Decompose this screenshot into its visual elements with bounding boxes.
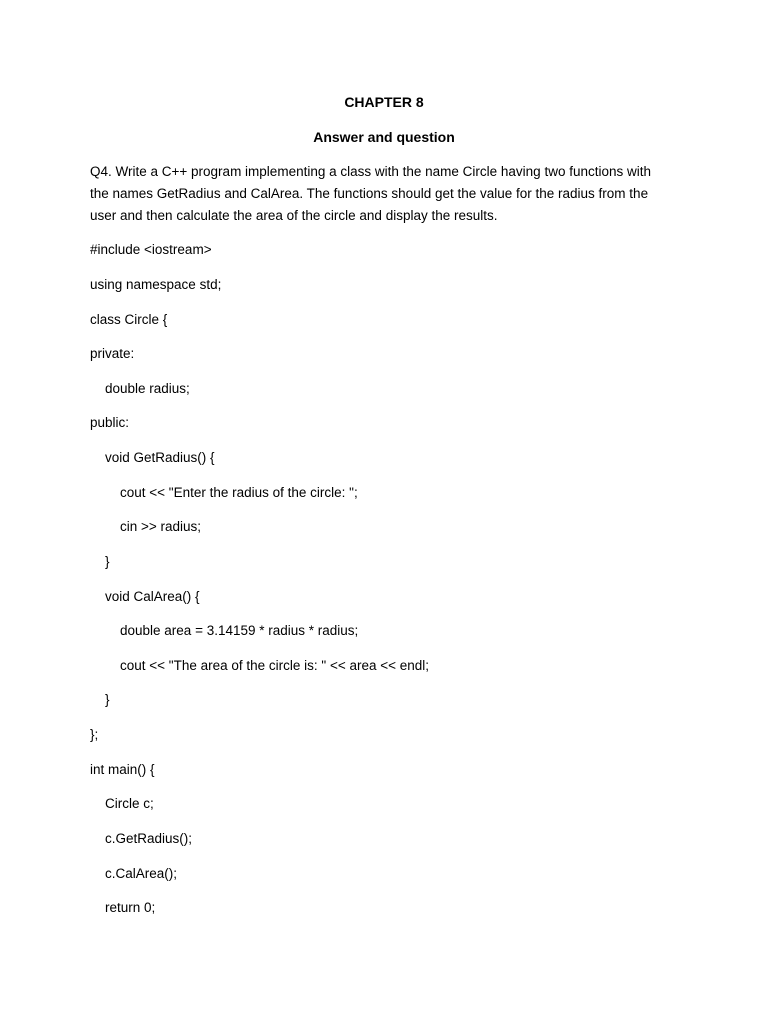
code-line: }; (90, 727, 99, 742)
code-line: #include <iostream> (90, 242, 212, 257)
question-text (90, 161, 690, 227)
code-line: c.GetRadius(); (90, 831, 193, 846)
code-line: class Circle { (90, 312, 168, 327)
code-line: double area = 3.14159 * radius * radius; (90, 623, 359, 638)
code-line: return 0; (90, 900, 156, 915)
code-line: cout << "Enter the radius of the circle: "; (90, 485, 358, 500)
code-line: int main() { (90, 762, 155, 777)
section-subtitle: Answer and question (313, 129, 455, 145)
code-line: void GetRadius() { (90, 450, 215, 465)
code-line: void CalArea() { (90, 589, 200, 604)
question-line: the names GetRadius and CalArea. The functions should get the value for the radius from the (90, 186, 649, 201)
code-line: } (90, 692, 110, 707)
code-line: cout << "The area of the circle is: " << area << endl; (90, 658, 430, 673)
code-line: public: (90, 415, 130, 430)
chapter-title: CHAPTER 8 (344, 94, 424, 110)
code-line: cin >> radius; (90, 519, 202, 534)
code-line: using namespace std; (90, 277, 222, 292)
code-line: Circle c; (90, 796, 154, 811)
code-line: double radius; (90, 381, 190, 396)
question-line: user and then calculate the area of the circle and display the results. (90, 208, 498, 223)
code-line: } (90, 554, 110, 569)
code-line: private: (90, 346, 135, 361)
question-line: Q4. Write a C++ program implementing a class with the name Circle having two functions with (90, 164, 651, 179)
code-line: c.CalArea(); (90, 866, 178, 881)
